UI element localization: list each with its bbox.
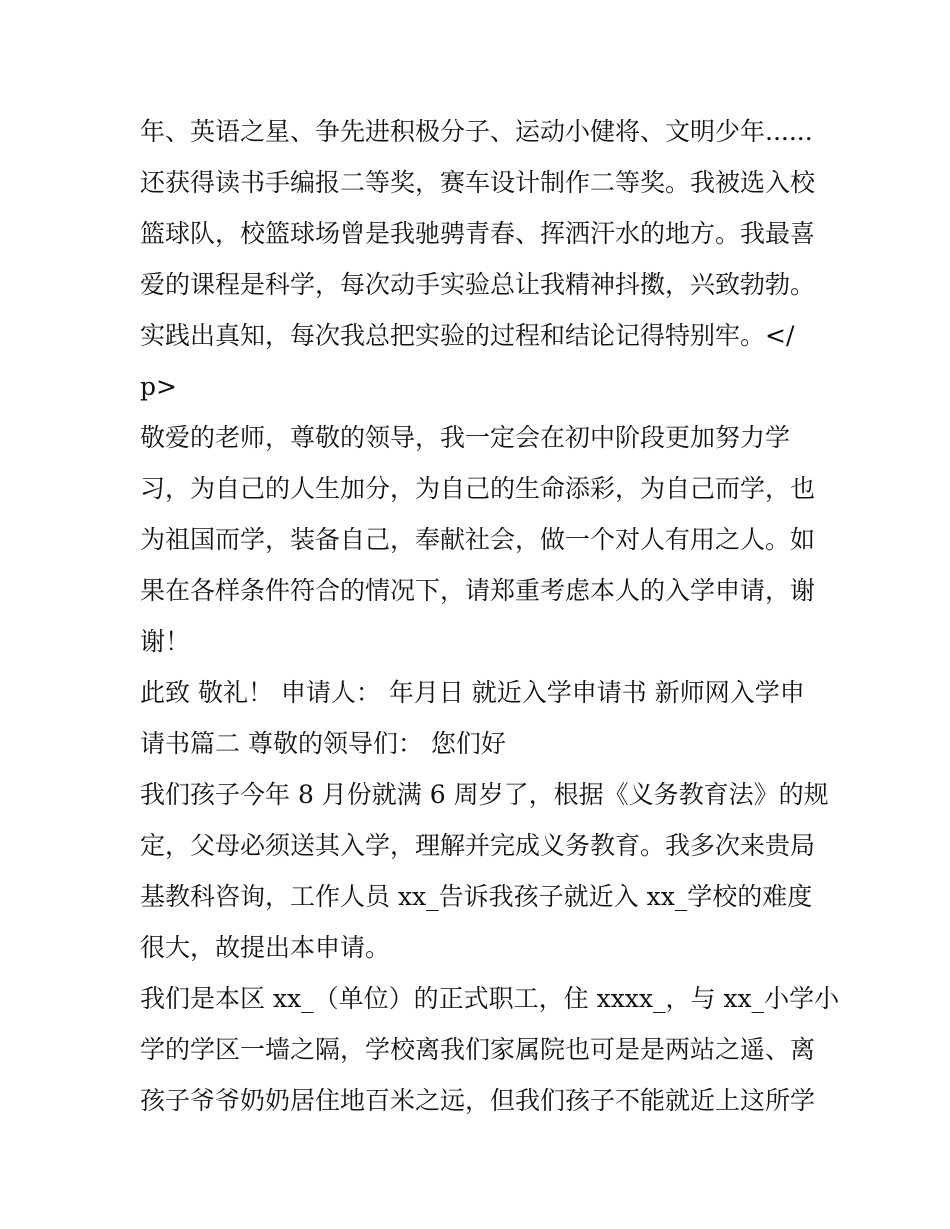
text-line: 年、英语之星、争先进积极分子、运动小健将、文明少年...... [140, 117, 813, 146]
text-line: p> [140, 372, 177, 401]
body-text [140, 106, 840, 1126]
text-line: 基教科咨询，工作人员 xx_告诉我孩子就近入 xx_学校的难度 [140, 882, 813, 911]
text-line: 学的学区一墙之隔，学校离我们家属院也可是是两站之遥、离 [140, 1035, 816, 1064]
text-line: 实践出真知，每次我总把实验的过程和结论记得特别牢。</ [140, 321, 795, 350]
text-line: 为祖国而学，装备自己，奉献社会，做一个对人有用之人。如 [140, 525, 816, 554]
text-line: 敬爱的老师，尊敬的领导，我一定会在初中阶段更加努力学 [140, 423, 791, 452]
text-line: 定，父母必须送其入学，理解并完成义务教育。我多次来贵局 [140, 831, 816, 860]
text-line: 篮球队，校篮球场曾是我驰骋青春、挥洒汗水的地方。我最喜 [140, 219, 816, 248]
text-line: 请书篇二 尊敬的领导们： 您们好 [140, 729, 506, 758]
text-line: 习，为自己的人生加分，为自己的生命添彩，为自己而学，也 [140, 474, 816, 503]
text-line: 谢！ [140, 627, 191, 656]
text-line: 我们是本区 xx_（单位）的正式职工，住 xxxx_，与 xx_小学小 [140, 984, 840, 1013]
text-line: 还获得读书手编报二等奖，赛车设计制作二等奖。我被选入校 [140, 168, 816, 197]
text-line: 爱的课程是科学，每次动手实验总让我精神抖擞，兴致勃勃。 [140, 270, 816, 299]
text-line: 很大，故提出本申请。 [140, 933, 391, 962]
text-line: 孩子爷爷奶奶居住地百米之远，但我们孩子不能就近上这所学 [140, 1086, 816, 1115]
text-line: 此致 敬礼！ 申请人： 年月日 就近入学申请书 新师网入学申 [140, 678, 805, 707]
text-line: 我们孩子今年 8 月份就满 6 周岁了，根据《义务教育法》的规 [140, 780, 829, 809]
text-line: 果在各样条件符合的情况下，请郑重考虑本人的入学申请，谢 [140, 576, 816, 605]
